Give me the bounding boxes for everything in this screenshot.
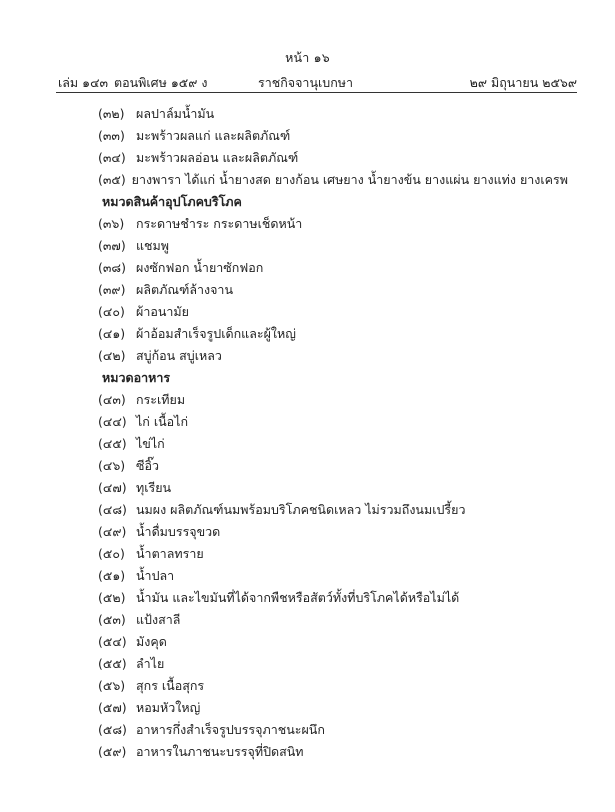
item-number: (๔๒) [98,348,126,363]
list-item [98,392,185,408]
item-text: อาหารในภาชนะบรรจุที่ปิดสนิท [136,744,304,759]
list-item [98,480,171,496]
header-date: ๒๙ มิถุนายน ๒๕๖๙ [469,75,577,90]
item-number: (๕๑) [98,568,126,583]
list-item [98,722,325,738]
item-text: ไก่ เนื้อไก่ [136,414,189,429]
item-number: (๕๔) [98,634,127,649]
item-number: (๓๓) [98,128,125,143]
list-item [98,678,204,694]
item-text: ซีอิ๊ว [136,458,160,473]
header-publication: ราชกิจจานุเบกษา [258,75,354,90]
list-item [98,634,167,650]
item-number: (๓๘) [98,260,126,275]
item-text: นมผง ผลิตภัณฑ์นมพร้อมบริโภคชนิดเหลว ไม่รวมถึงนมเปรี้ยว [136,502,466,517]
item-text: ยางพารา ได้แก่ น้ำยางสด ยางก้อน เศษยาง น้ำยางข้น ยางแผ่น ยางแท่ง ยางเครพ [131,172,568,187]
item-number: (๓๔) [98,150,126,165]
item-text: ทุเรียน [136,480,172,495]
item-text: น้ำมัน และไขมันที่ได้จากพืชหรือสัตว์ทั้งที่บริโภคได้หรือไม่ได้ [136,590,460,605]
item-text: มะพร้าวผลอ่อน และผลิตภัณฑ์ [136,150,299,165]
list-item [98,150,298,166]
list-item [98,414,188,430]
item-text: แป้งสาลี [136,612,181,627]
item-number: (๔๗) [98,480,127,495]
section-heading-consumer: หมวดสินค้าอุปโภคบริโภค [102,194,242,209]
item-text: มะพร้าวผลแก่ และผลิตภัณฑ์ [136,128,291,143]
item-number: (๓๙) [98,282,126,297]
list-item [98,546,204,562]
list-item [98,260,263,276]
list-item [98,744,304,760]
item-text: กระเทียม [136,392,186,407]
list-item [98,326,296,342]
item-number: (๔๙) [98,524,127,539]
item-text: ผลปาล์มน้ำมัน [136,106,215,121]
item-number: (๔๓) [98,392,126,407]
list-item [98,524,220,540]
item-text: สุกร เนื้อสุกร [136,678,205,693]
section-heading-food: หมวดอาหาร [102,370,171,385]
item-text: น้ำดื่มบรรจุขวด [136,524,221,539]
list-item [98,238,169,254]
list-item [98,172,568,188]
list-item [98,128,290,144]
item-number: (๓๒) [98,106,125,121]
item-text: ไข่ไก่ [136,436,165,451]
list-item [98,348,222,364]
item-text: อาหารกึ่งสำเร็จรูปบรรจุภาชนะผนึก [136,722,325,737]
item-number: (๓๗) [98,238,126,253]
item-number: (๕๐) [98,546,125,561]
item-number: (๓๖) [98,216,125,231]
item-text: ผงซักฟอก น้ำยาซักฟอก [136,260,264,275]
item-text: ผลิตภัณฑ์ล้างจาน [136,282,233,297]
header-issue: ตอนพิเศษ ๑๕๙ ง [114,75,208,90]
item-number: (๕๕) [98,656,127,671]
item-text: ลำไย [136,656,165,671]
list-item [98,458,159,474]
item-number: (๕๖) [98,678,126,693]
list-item [98,304,189,320]
list-item [98,502,465,518]
item-text: สบู่ก้อน สบู่เหลว [136,348,222,363]
item-number: (๕๓) [98,612,126,627]
item-text: มังคุด [136,634,167,649]
list-item [98,700,200,716]
list-item [98,282,233,298]
list-item [98,590,459,606]
list-item [98,568,174,584]
list-item [98,656,164,672]
page-number: หน้า ๑๖ [285,50,330,65]
item-number: (๕๗) [98,700,127,715]
item-number: (๔๑) [98,326,126,341]
list-item [98,106,214,122]
list-item [98,216,302,232]
item-number: (๔๘) [98,502,127,517]
item-number: (๔๐) [98,304,125,319]
header-volume: เล่ม ๑๔๓ [58,75,109,90]
list-item [98,612,180,628]
item-text: น้ำตาลทราย [136,546,204,561]
item-text: กระดาษชำระ กระดาษเช็ดหน้า [136,216,303,231]
item-number: (๕๒) [98,590,126,605]
item-number: (๕๙) [98,744,127,759]
list-item [98,436,165,452]
item-text: หอมหัวใหญ่ [136,700,201,715]
item-text: น้ำปลา [136,568,175,583]
item-text: ผ้าอนามัย [136,304,189,319]
item-number: (๔๕) [98,436,127,451]
item-number: (๔๔) [98,414,127,429]
item-number: (๕๘) [98,722,127,737]
item-number: (๔๖) [98,458,126,473]
item-number: (๓๕) [98,172,126,187]
item-text: แชมพู [136,238,170,253]
item-text: ผ้าอ้อมสำเร็จรูปเด็กและผู้ใหญ่ [136,326,296,341]
